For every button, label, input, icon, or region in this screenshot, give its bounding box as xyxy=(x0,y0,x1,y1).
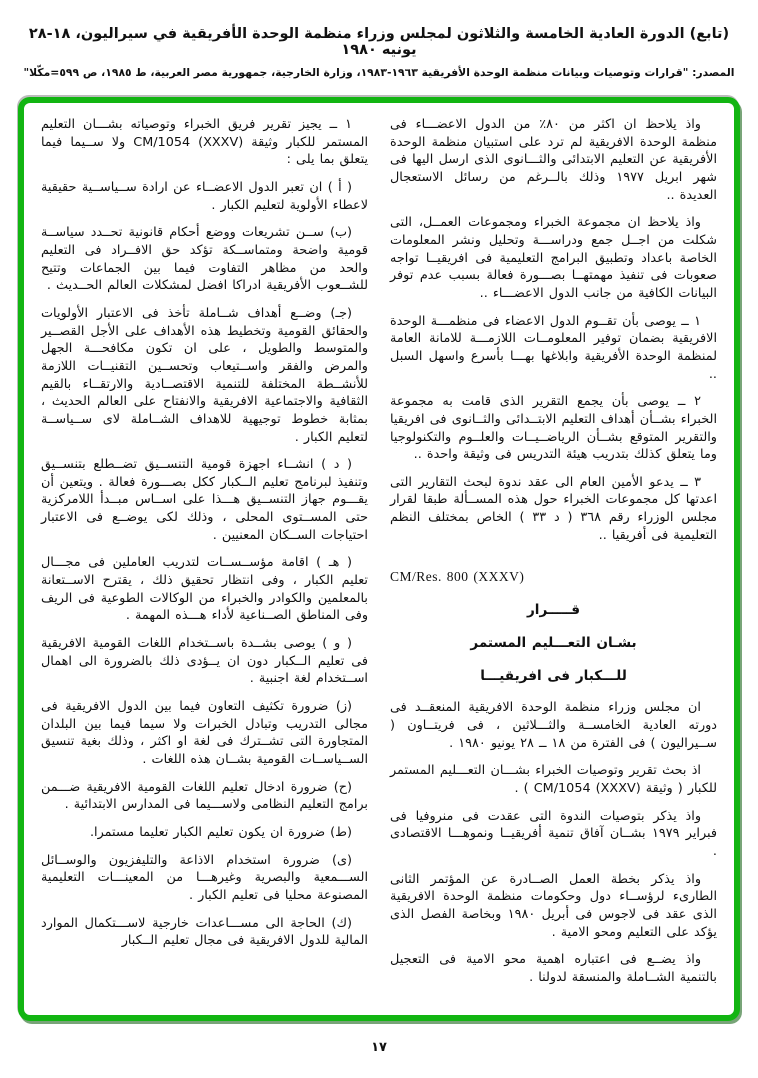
paragraph: (ط) ضرورة ان يكون تعليم الكبار تعليما مستمرا. xyxy=(89,824,352,840)
paragraph: ٢ ــ يوصى بأن يجمع التقرير الذى قامت به مجموعة الخبراء بشــأن أهداف التعليم الابتــدائى والثــانوى فى افريقيا والتقرير المتوقع بشــأن الرياضــيــات والعلــوم والتكنولوجيا وما يتعلق كذلك بتدريب هيئة التدريس فى وثيقة واحدة .. xyxy=(390,394,717,463)
paragraph: (ك) الحاجة الى مســـاعدات خارجية لاســـتكمال الموارد المالية للدول الافريقية فى مجال تعليم الــكبار xyxy=(41,915,368,949)
paragraph: ( هـ ) اقامة مؤســســات لتدريب العاملين فى مجـــال تعليم الكبار ، وفى انتظار تحقيق ذلك ، يقترح الاســتعانة بالمعلمين والكوادر والخبراء من الوكالات الطوعية فى الريف وفى المناطق الصــناعية لأداء هـــذه المهمة . xyxy=(41,555,368,624)
paragraph: ( و ) يوصى بشــدة باســتخدام اللغات القومية الافريقية فى تعليم الــكبار دون ان يــؤدى ذلك بالضرورة الى اهمال اســتخدام لغة اجنبية . xyxy=(41,636,368,687)
paragraph: (ب) ســن تشريعات ووضع أحكام قانونية تحــدد سياســة قومية واضحة ومتماســكة تؤكد حق الافــراد فى التعليم والحد من مظاهر التفاوت فيما بين الجماعات وتتيح للشــعوب الأفريقية ادراكا افضل لمشكلات العالم الحــديث . xyxy=(41,225,368,294)
column-right xyxy=(390,116,717,1005)
source-citation: المصدر: "قرارات وتوصيات وبيانات منظمة الوحدة الأفريقية ١٩٦٣-١٩٨٣، وزارة الخارجية، جمهورية مصر العربية، ط ١٩٨٥، ص ٥٩٩=مكّلا" xyxy=(23,66,735,79)
paragraph: (ى) ضرورة استخدام الاذاعة والتليفزيون والوســائل الســـمعية والبصرية وغيرهـــا من المعينـــات التعليمية المصنوعة محليا فى تعليم الكبار . xyxy=(41,852,368,903)
page-number: ١٧ xyxy=(371,1040,387,1055)
paragraph: واذ يذكر بخطة العمل الصــادرة عن المؤتمر الثانى الطارىء لرؤســاء دول وحكومات منظمة الوحدة الافريقية الذى عقد فى لاجوس فى أبريل ١٩٨٠ وبخاصة الفصل الذى يؤكد على التعليم ومحو الامية . xyxy=(390,871,717,940)
session-title: (تابع) الدورة العادية الخامسة والثلاثون لمجلس وزراء منظمة الوحدة الأفريقية في سيراليون، ١٨-٢٨ يونيه ١٩٨٠ xyxy=(28,26,730,58)
paragraph: ١ ــ يجيز تقرير فريق الخبراء وتوصياته بشـــان التعليم المستمر للكبار وثيقة CM/1054 (XXXV) ولا ســيما فيما يتعلق بما يلى : xyxy=(41,117,368,168)
resolution-heading: للـــكبار فى افريقيـــا xyxy=(480,667,627,684)
document-green-frame xyxy=(18,97,740,1021)
paragraph: واذ يلاحظ ان مجموعة الخبراء ومجموعات العمــل، التى شكلت من اجــل جمع ودراســـة وتحليل ونشر المعلومات الخاصة باعداد وتطبيق البرامج التعليمية فى افريقيــا تواجه صعوبات فى تنفيذ مهمتهــا بصـــورة فعالة بسبب عدم توفر البيانات الكافية من جانب الدول الاعضـــاء .. xyxy=(390,215,717,301)
paragraph: (ز) ضرورة تكثيف التعاون فيما بين الدول الافريقية فى مجالى التدريب وتبادل الخبرات ولا سيما فيما بين البلدان المتجاورة التى تشــترك فى لغة او اكثر ، وذلك بغية تنسيق الســياســات القومية بشــان هذه اللغات . xyxy=(41,699,368,767)
paragraph: اذ بحث تقرير وتوصيات الخبراء بشـــان التعـــليم المستمر للكبار ( وثيقة CM/1054 (XXXV) ) . xyxy=(390,763,717,796)
paragraph: ( أ ) ان تعبر الدول الاعضــاء عن ارادة ســياســية حقيقية لاعطاء الأولوية لتعليم الكبار . xyxy=(41,179,368,213)
resolution-heading: بشـان التعـــليم المستمر xyxy=(470,634,637,651)
paragraph: (ح) ضرورة ادخال تعليم اللغات القومية الافريقية ضـــمن برامج التعليم النظامى ولاســـيما فى المدارس الابتدائية . xyxy=(41,779,368,813)
paragraph: واذ يضــع فى اعتباره اهمية محو الامية فى التعجيل بالتنمية الشــاملة والمنسقة لدولنا . xyxy=(390,952,717,985)
paragraph: واذ يلاحظ ان اكثر من ٨٠٪ من الدول الاعضـــاء فى منظمة الوحدة الافريقية لم ترد على استبيان منظمة الوحدة الأفريقية عن التعليم الابتدائى والثـــانوى الذى ارسل اليها فى شهر ابريل ١٩٧٧ وذلك بالــرغم من رسائل الاستعجال العديدة .. xyxy=(390,117,717,203)
resolution-reference: CM/Res. 800 (XXXV) xyxy=(390,569,525,585)
two-column-layout xyxy=(24,103,734,1015)
page-header xyxy=(10,26,748,79)
paragraph: ان مجلس وزراء منظمة الوحدة الافريقية المنعقــد فى دورته العادية الخامســة والثـــلاثين ، فى فريتــاون ( ســيراليون ) فى الفترة من ١٨ ــ ٢٨ يونيو ١٩٨٠ . xyxy=(390,700,717,751)
paragraph: واذ يذكر بتوصيات الندوة التى عقدت فى منروفيا فى فبراير ١٩٧٩ بشــان آفاق تنمية أفريقيــا ونموهـــا الاقتصادى . xyxy=(390,808,717,859)
paragraph: ٣ ــ يدعو الأمين العام الى عقد ندوة لبحث التقارير التى اعدتها كل مجموعات الخبراء حول هذه المســألة طبقا لقرار مجلس الوزراء رقم ٣٦٨ ( د ٣٣ ) الخاص بمختلف النظم التعليمية فى أفريقيا .. xyxy=(390,474,717,543)
paragraph: ( د ) انشــاء اجهزة قومية التنســيق تضــطلع بتنســيق وتنفيذ لبرنامج تعليم الــكبار ككل بصـــورة فعالة . ويتعين أن يقـــوم جهاز التنســيق هـــذا على اســاس مبــدأ اللامركزية حتى المســتوى المحلى ، وذلك لكى يوضــع فى الاعتبار احتياجات الســكان المعنيين . xyxy=(41,457,368,543)
resolution-heading: قـــــرار xyxy=(526,602,581,619)
paragraph: ١ ــ يوصى بأن تقــوم الدول الاعضاء فى منظمـــة الوحدة الافريقية بضمان توفير المعلومــات اللازمـــة للامانة العامة لمنظمة الوحدة الأفريقية وابلاغها بهـــا بأسرع واسهل السبل .. xyxy=(390,313,717,382)
column-left xyxy=(41,116,368,1005)
paragraph: (جـ) وضــع أهداف شــاملة تأخذ فى الاعتبار الأولويات والحقائق القومية وتخطيط هذه الأهداف على الأجل القصــير والمتوسط والطويل ، على ان تكون مكافحـــة الجهل والمرض والفقر واســتيعاب وتحســين التقنيــات اللازمة للأنشــطة المختلفة للتنمية الاقتصــادية والارتقــاء بالقيم الثقافية والاجتماعية الافريقية والانفتاح على العالم الحديث ، بمثابة خطوط توجيهية للاهداف الشــاملة لاى ســياســة لتعليم الكبار . xyxy=(41,305,368,445)
